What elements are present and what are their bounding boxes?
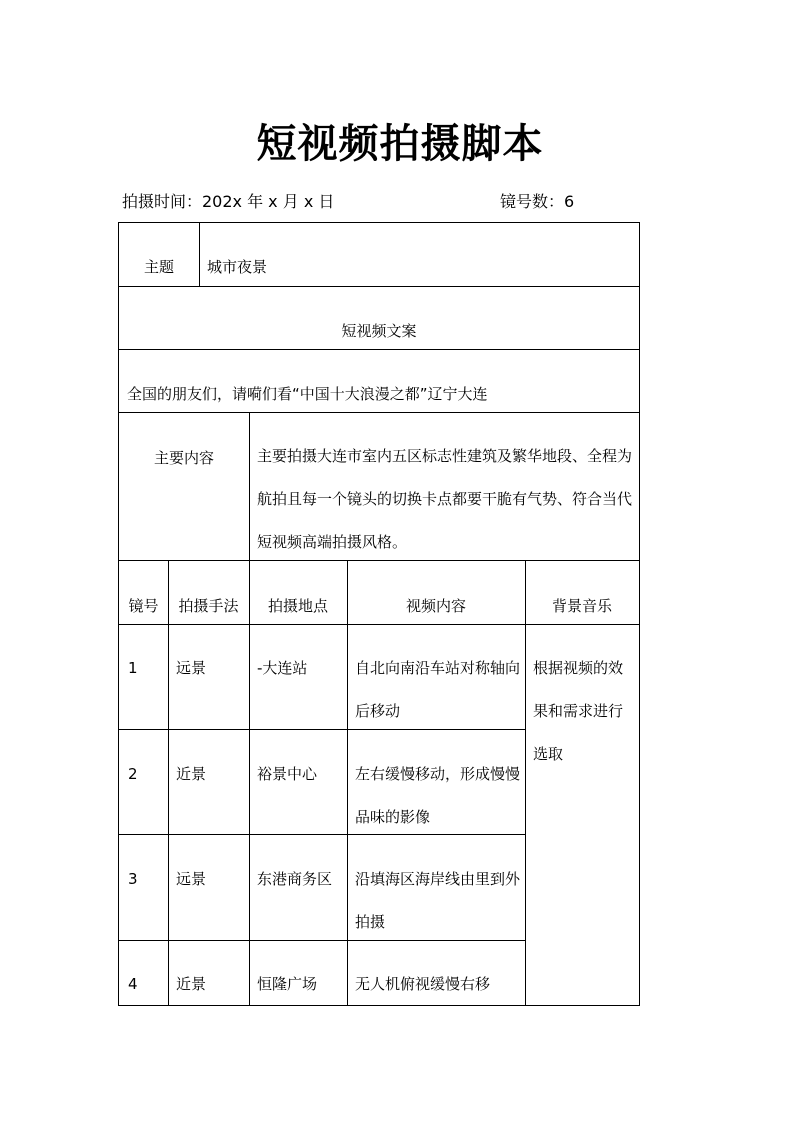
header-music: 背景音乐 [551,597,612,615]
row-4-location: 恒隆广场 [257,975,318,993]
row-4-method: 近景 [176,975,207,993]
header-video-content: 视频内容 [405,597,466,615]
background-music-text: 根据视频的效果和需求进行选取 [533,659,624,763]
shot-count: 镜号数：6 [500,192,575,211]
header-shot-no: 镜号 [128,597,159,615]
copy-text: 全国的朋友们，请嗬们看“中国十大浪漫之都”辽宁大连 [127,385,488,403]
row-3-location: 东港商务区 [257,870,333,888]
script-table [118,222,640,1006]
row-2-method: 近景 [176,765,207,783]
row-1-method: 远景 [176,659,207,677]
column-divider [168,560,169,1006]
main-content-text: 主要拍摄大连市室内五区标志性建筑及繁华地段、全程为航拍且每一个镜头的切换卡点都要干脆有气势、符合当代短视频高端拍摄风格。 [257,447,633,551]
row-3-method: 远景 [176,870,207,888]
row-1-shot-no: 1 [128,659,138,677]
row-divider [119,624,639,625]
column-divider [199,223,200,286]
theme-value: 城市夜景 [207,258,268,276]
row-1-content: 自北向南沿车站对称轴向后移动 [355,659,521,720]
row-divider [119,412,639,413]
page-title: 短视频拍摄脚本 [256,121,544,167]
column-divider [249,560,250,1006]
header-method: 拍摄手法 [178,597,239,615]
main-content-label: 主要内容 [153,449,214,467]
row-2-content: 左右缓慢移动，形成慢慢品味的影像 [355,765,521,826]
column-divider [249,412,250,560]
row-1-location: -大连站 [257,659,308,677]
row-2-location: 裕景中心 [257,765,318,783]
row-3-shot-no: 3 [128,870,138,888]
row-2-shot-no: 2 [128,765,138,783]
column-divider [525,560,526,1006]
row-divider [119,349,639,350]
row-3-content: 沿填海区海岸线由里到外拍摄 [355,870,521,931]
row-4-content: 无人机俯视缓慢右移 [355,975,491,993]
copy-header: 短视频文案 [341,322,417,340]
column-divider [347,560,348,1006]
row-divider [119,286,639,287]
header-location: 拍摄地点 [267,597,328,615]
shoot-time: 拍摄时间：202x 年 x 月 x 日 [122,192,335,211]
row-4-shot-no: 4 [128,975,138,993]
theme-label: 主题 [143,258,174,276]
